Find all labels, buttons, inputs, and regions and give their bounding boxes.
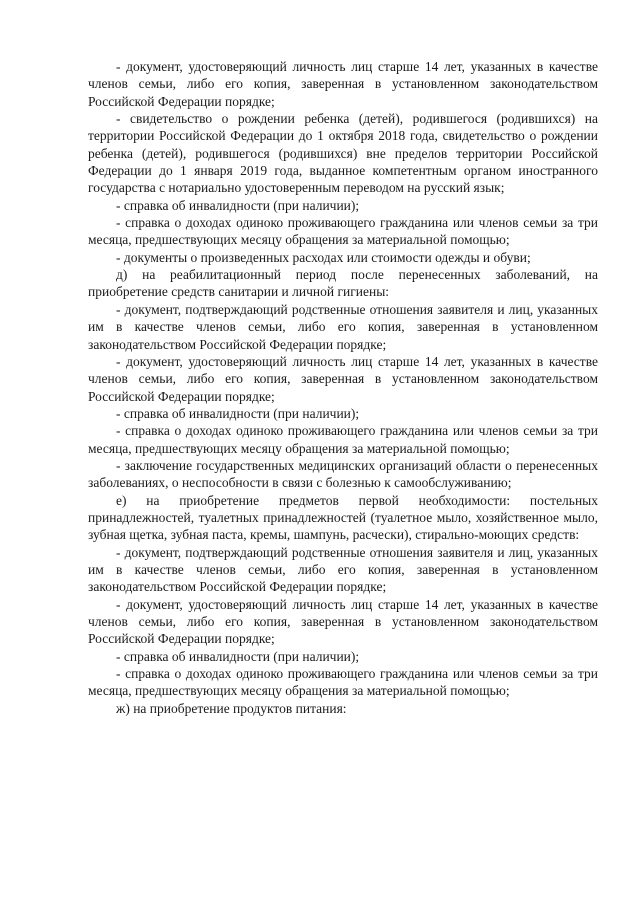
paragraph-medical-conclusion: - заключение государственных медицинских организаций области о перенесенных заболеваниях, о неспособности в связи с болезнью к самообслуживанию; [88, 457, 598, 491]
paragraph-disability-certificate: - справка об инвалидности (при наличии); [116, 197, 360, 213]
paragraph-income-certificate: - справка о доходах одиноко проживающего гражданина или членов семьи за три месяца, предшествующих месяцу обращения за материальной помощью; [88, 666, 598, 699]
paragraph-identity-doc: - документ, удостоверяющий личность лиц старше 14 лет, указанных в качестве членов семьи, либо его копия, заверенная в установленном законодательством Российской Федерации порядке; [88, 353, 598, 404]
paragraph-identity-doc: - документ, удостоверяющий личность лиц старше 14 лет, указанных в качестве членов семьи, либо его копия, заверенная в установленном законодательством Российской Федерации порядке; [88, 59, 598, 109]
paragraph-disability-certificate: - справка об инвалидности (при наличии); [116, 648, 360, 664]
paragraph-disability-certificate: - справка об инвалидности (при наличии); [116, 405, 360, 421]
paragraph-section-e: е) на приобретение предметов первой необходимости: постельных принадлежностей, туалетных принадлежностей (туалетное мыло, хозяйственное мыло, зубная щетка, зубная паста, кремы, шампунь, расчески), стирально-моющих средств: [88, 492, 598, 543]
paragraph-income-certificate: - справка о доходах одиноко проживающего гражданина или членов семьи за три месяца, предшествующих месяцу обращения за материальной помощью; [88, 215, 598, 248]
paragraph-kinship-doc: - документ, подтверждающий родственные отношения заявителя и лиц, указанных им в качестве членов семьи, либо его копия, заверенная в установленном законодательством Российской Федерации порядке; [88, 301, 598, 352]
paragraph-section-zh: ж) на приобретение продуктов питания: [116, 700, 347, 716]
paragraph-birth-certificate: - свидетельство о рождении ребенка (детей), родившегося (родившихся) на территории Российской Федерации до 1 октября 2018 года, свидетельство о рождении ребенка (детей), родившегося (родившихся) вне пределов территории Российской Федерации до 1 января 2019 года, выданное компетентным органом иностранного государства с нотариально удостоверенным переводом на русский язык; [88, 111, 598, 196]
paragraph-kinship-doc: - документ, подтверждающий родственные отношения заявителя и лиц, указанных им в качестве членов семьи, либо его копия, заверенная в установленном законодательством Российской Федерации порядке; [88, 544, 598, 595]
paragraph-expense-documents: - документы о произведенных расходах или стоимости одежды и обуви; [116, 249, 531, 265]
paragraph-section-d: д) на реабилитационный период после перенесенных заболеваний, на приобретение средств санитарии и личной гигиены: [88, 267, 598, 300]
paragraph-identity-doc: - документ, удостоверяющий личность лиц старше 14 лет, указанных в качестве членов семьи, либо его копия, заверенная в установленном законодательством Российской Федерации порядке; [88, 596, 598, 647]
paragraph-income-certificate: - справка о доходах одиноко проживающего гражданина или членов семьи за три месяца, предшествующих месяцу обращения за материальной помощью; [88, 423, 598, 456]
